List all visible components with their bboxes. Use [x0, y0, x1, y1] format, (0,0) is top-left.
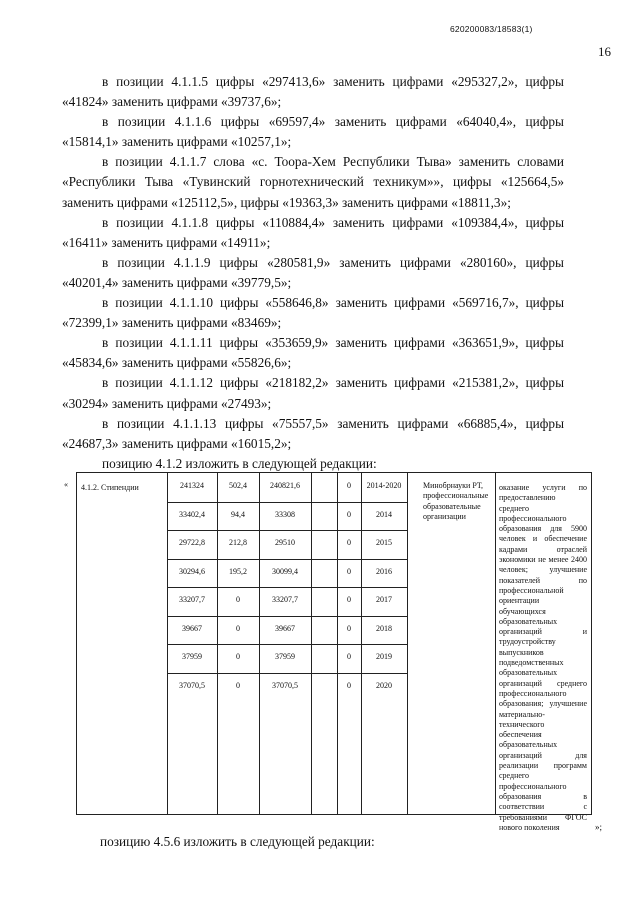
paragraph: в позиции 4.1.1.13 цифры «75557,5» заменить цифрами «66885,4», цифры «24687,3» заменить цифрами «16015,2»; — [62, 415, 564, 451]
column-divider — [407, 473, 408, 814]
paragraph: в позиции 4.1.1.5 цифры «297413,6» заменить цифрами «295327,2», цифры «41824» заменить цифрами «39737,6»; — [62, 74, 564, 110]
table-cell: 29510 — [275, 538, 295, 547]
row-divider — [167, 559, 407, 560]
row-divider — [167, 644, 407, 645]
table-cell: 29722,8 — [179, 538, 205, 547]
table-cell: 33207,7 — [179, 595, 205, 604]
table-cell: 33308 — [275, 509, 295, 519]
table-executor: Минобрнауки РТ, профессиональные образовательные организации — [423, 481, 489, 521]
table-cell: 2017 — [376, 595, 392, 604]
column-divider — [495, 473, 496, 814]
table-cell: 30099,4 — [272, 566, 298, 576]
table-cell: 502,4 — [229, 481, 247, 490]
table-cell: 2014-2020 — [366, 481, 402, 490]
table-cell: 241324 — [180, 481, 204, 490]
table-cell: 2014 — [376, 509, 392, 519]
table-cell: 30294,6 — [179, 566, 205, 576]
table-cell: 0 — [347, 623, 351, 633]
table-cell: 2016 — [376, 566, 392, 576]
paragraph: в позиции 4.1.1.12 цифры «218182,2» заменить цифрами «215381,2», цифры «30294» заменить цифрами «27493»; — [62, 375, 564, 411]
closing-line: позицию 4.5.6 изложить в следующей редакции: — [100, 834, 375, 849]
table-cell: 39667 — [182, 623, 202, 633]
table-cell: 0 — [236, 595, 240, 604]
table-cell: 0 — [236, 652, 240, 661]
table-cell: 0 — [347, 481, 351, 490]
table-cell: 37070,5 — [272, 680, 298, 690]
table-cell: 0 — [347, 509, 351, 519]
table-cell: 0 — [347, 595, 351, 604]
table-cell: 0 — [236, 680, 240, 690]
document-code: 620200083/18583(1) — [450, 24, 533, 34]
table-cell: 37959 — [275, 652, 295, 661]
table-cell: 33402,4 — [179, 509, 205, 519]
table-cell: 0 — [347, 652, 351, 661]
table-open-quote: « — [64, 480, 68, 489]
table-cell: 0 — [347, 538, 351, 547]
table-cell: 0 — [347, 680, 351, 690]
table-cell: 0 — [347, 566, 351, 576]
table-cell: 2020 — [376, 680, 392, 690]
row-divider — [167, 502, 407, 503]
table-cell: 0 — [236, 623, 240, 633]
table-cell: 212,8 — [229, 538, 247, 547]
table-close-mark: »; — [595, 822, 603, 832]
paragraph: в позиции 4.1.1.11 цифры «353659,9» заменить цифрами «363651,9», цифры «45834,6» заменить цифрами «55826,6»; — [62, 335, 564, 371]
table-cell: 39667 — [275, 623, 295, 633]
page-number: 16 — [598, 44, 611, 59]
table-cell: 2015 — [376, 538, 392, 547]
table-cell: 195,2 — [229, 566, 247, 576]
paragraph: в позиции 4.1.1.6 цифры «69597,4» заменить цифрами «64040,4», цифры «15814,1» заменить цифрами «10257,1»; — [62, 114, 564, 150]
table-cell: 94,4 — [231, 509, 245, 519]
program-table — [76, 472, 592, 832]
amendment-paragraphs — [62, 72, 564, 474]
paragraph: в позиции 4.1.1.7 слова «с. Тоора-Хем Республики Тыва» заменить словами «Республики Тыва «Тувинский горнотехнический техникум»», цифры «125664,5» заменить цифрами «125112,5», цифры «19363,3» заменить цифрами «18811,3»; — [62, 154, 564, 210]
row-divider — [167, 587, 407, 588]
table-cell: 2019 — [376, 652, 392, 661]
row-divider — [167, 616, 407, 617]
paragraph: в позиции 4.1.1.10 цифры «558646,8» заменить цифрами «569716,7», цифры «72399,1» заменить цифрами «83469»; — [62, 295, 564, 331]
table-result: оказание услуги по предоставлению среднего профессионального образования для 5900 человек и обеспечение кадрами отраслей экономики не менее 2400 человек; улучшение показателей по профессиональной ориентации обучающихся образовательных организаций и трудоустройству выпускников подведомственных образовательных организаций среднего профессионального образования; улучшение материально-технического обеспечения образовательных организаций для реализации программ среднего профессионального образования в соответствии с требованиями ФГОС нового поколения — [499, 483, 587, 832]
table-cell: 37070,5 — [179, 680, 205, 690]
paragraph: позицию 4.1.2 изложить в следующей редакции: — [102, 455, 377, 471]
table-cell: 2018 — [376, 623, 392, 633]
table-cell: 33207,7 — [272, 595, 298, 604]
table-item-name: 4.1.2. Стипендии — [81, 483, 139, 492]
row-divider — [167, 530, 407, 531]
paragraph: в позиции 4.1.1.8 цифры «110884,4» заменить цифрами «109384,4», цифры «16411» заменить цифрами «14911»; — [62, 214, 564, 250]
table-cell: 240821,6 — [270, 481, 300, 490]
paragraph: в позиции 4.1.1.9 цифры «280581,9» заменить цифрами «280160», цифры «40201,4» заменить цифрами «39779,5»; — [62, 254, 564, 290]
table-cell: 37959 — [182, 652, 202, 661]
row-divider — [167, 673, 407, 674]
